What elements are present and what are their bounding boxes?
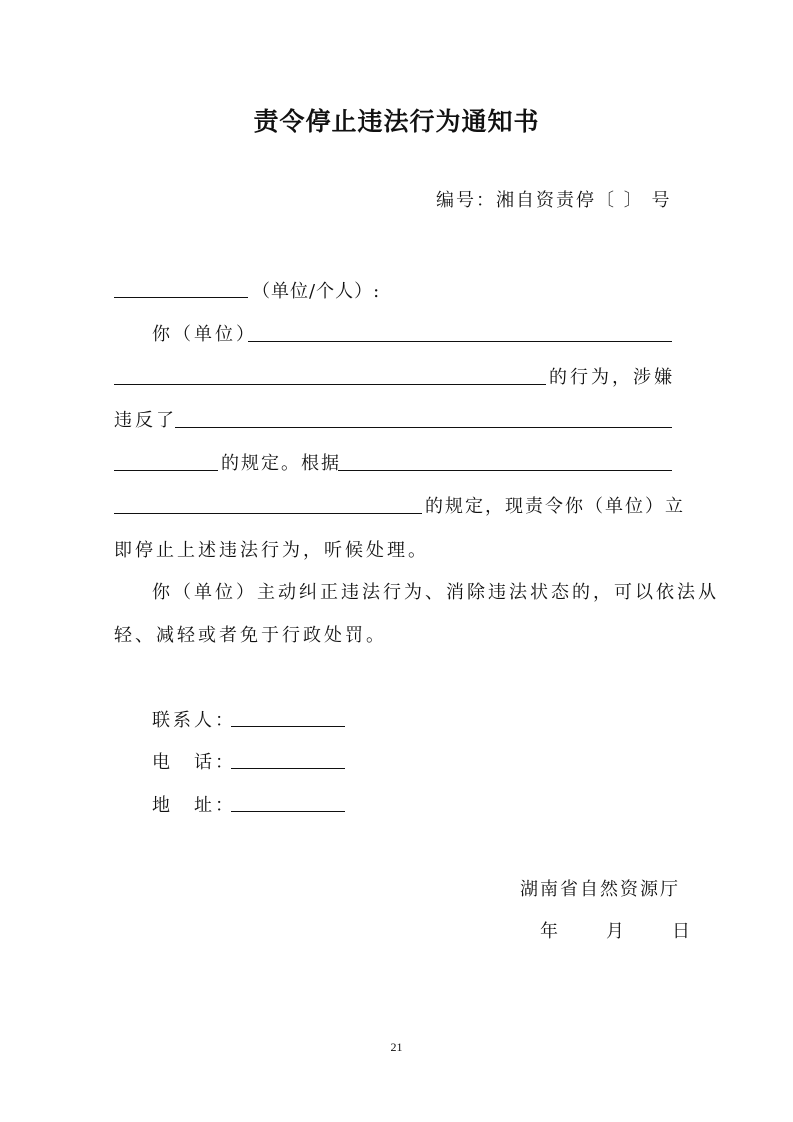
issuer-name: 湖南省自然资源厅 bbox=[520, 879, 680, 900]
addressee-suffix: （单位/个人）: bbox=[252, 281, 381, 302]
violator-blank[interactable] bbox=[248, 341, 672, 342]
violated-law-blank-2[interactable] bbox=[114, 470, 218, 471]
body-line1-prefix: 你（单位） bbox=[152, 324, 257, 345]
contact-address-blank[interactable] bbox=[231, 811, 345, 812]
document-title: 责令停止违法行为通知书 bbox=[253, 107, 540, 136]
legal-basis-blank-2[interactable] bbox=[114, 513, 422, 514]
body-line2-suffix: 的行为，涉嫌 bbox=[549, 367, 675, 388]
addressee-blank[interactable] bbox=[114, 297, 248, 298]
legal-basis-blank[interactable] bbox=[338, 470, 672, 471]
document-number: 编号：湘自资责停〔 〕 号 bbox=[436, 190, 672, 211]
issue-date: 年 月 日 bbox=[540, 921, 694, 942]
contact-address-label: 地 址： bbox=[152, 795, 236, 816]
body-line6: 即停止上述违法行为，听候处理。 bbox=[114, 540, 429, 561]
body-line4-mid: 的规定。根据 bbox=[221, 453, 341, 474]
para2-line1: 你（单位）主动纠正违法行为、消除违法状态的，可以依法从 bbox=[152, 582, 719, 603]
violation-blank[interactable] bbox=[114, 384, 546, 385]
contact-person-label: 联系人： bbox=[152, 710, 236, 731]
violated-law-blank[interactable] bbox=[175, 427, 672, 428]
contact-phone-blank[interactable] bbox=[231, 768, 345, 769]
body-line3-prefix: 违反了 bbox=[114, 410, 177, 431]
body-line5-suffix: 的规定，现责令你（单位）立 bbox=[425, 496, 685, 517]
contact-person-blank[interactable] bbox=[231, 726, 345, 727]
para2-line2: 轻、减轻或者免于行政处罚。 bbox=[114, 625, 387, 646]
contact-phone-label: 电 话： bbox=[152, 752, 236, 773]
page-number: 21 bbox=[390, 1040, 403, 1054]
